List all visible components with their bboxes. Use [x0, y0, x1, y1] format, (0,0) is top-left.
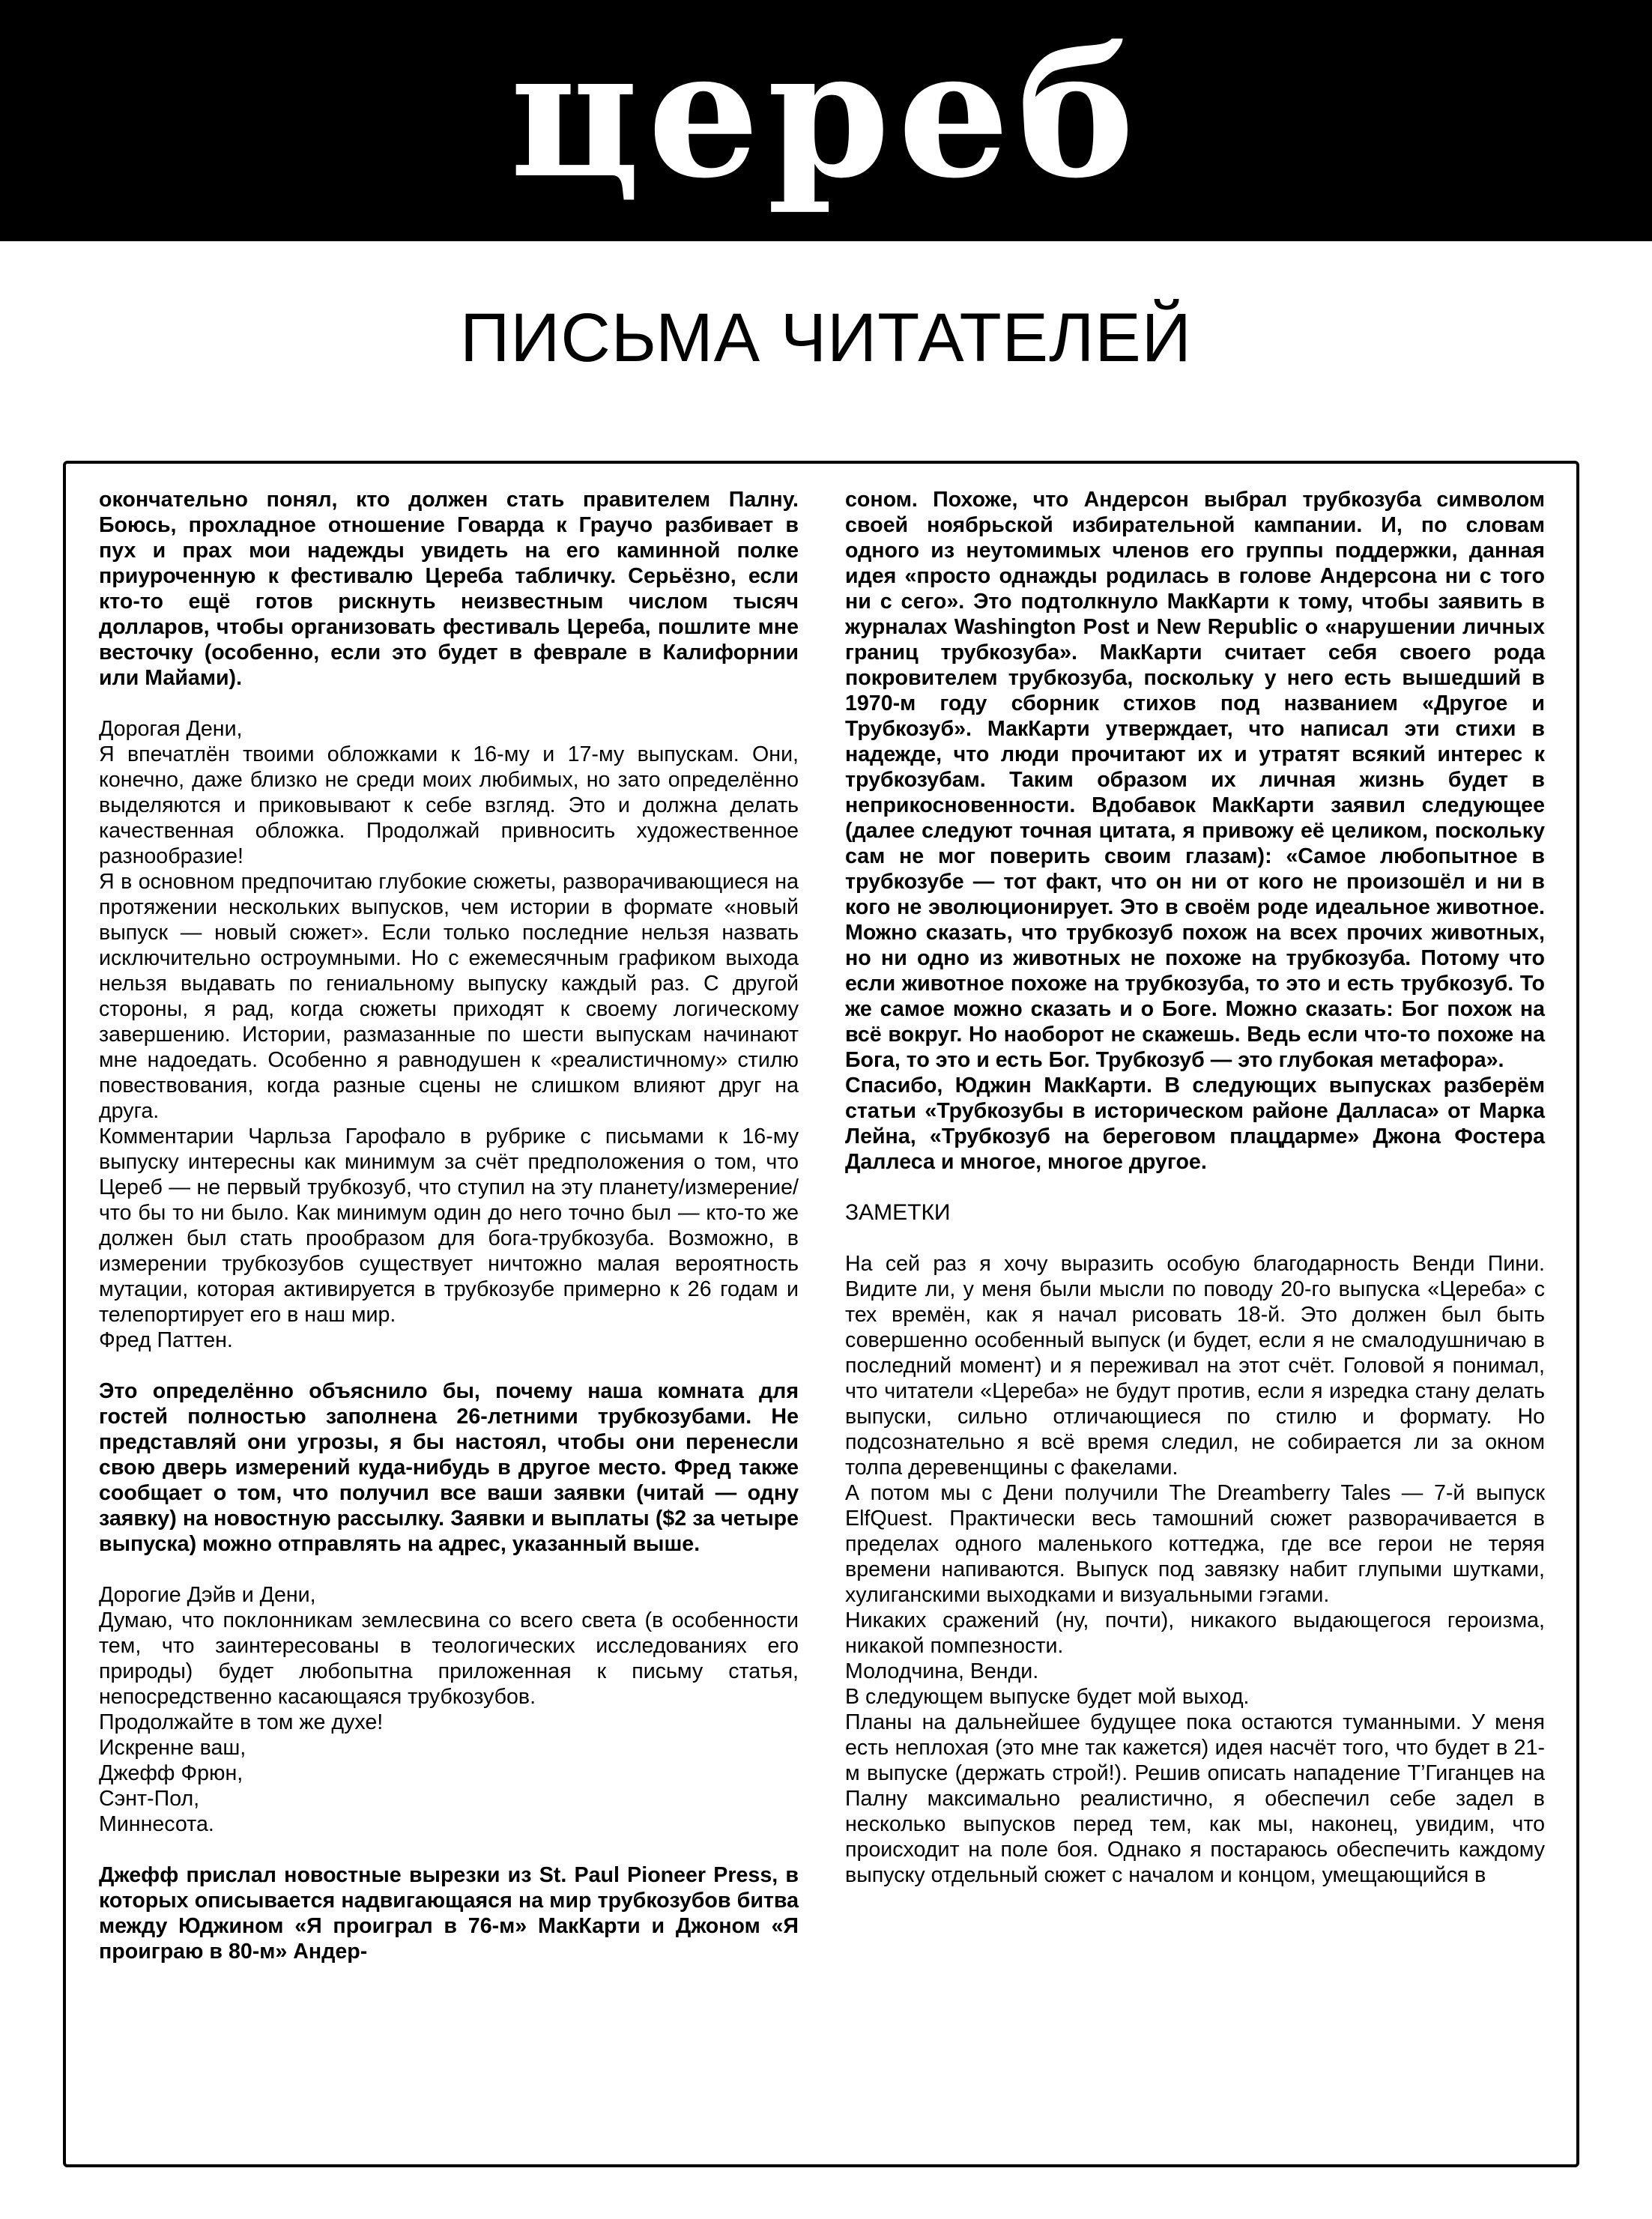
letter-paragraph: Думаю, что поклонникам землесвина со всего света (в особенности тем, что заинтересованы в теологических исследованиях его природы) будет любопытна приложенная к письму статья, непосредственно касающаяся трубкозубов.	[99, 1608, 799, 1709]
notes-paragraph: Молодчина, Венди.	[845, 1659, 1039, 1683]
letter-paragraph: Продолжайте в том же духе!	[99, 1710, 384, 1734]
editor-reply: Джефф прислал новостные вырезки из St. Paul Pioneer Press, в которых описывается надвигающаяся на мир трубкозубов битва между Юджином «Я проиграл в 76-м» МакКарти и Джоном «Я проиграю в 80-м» Андер-	[99, 1863, 799, 1964]
notes-paragraph: В следующем выпуске будет мой выход.	[845, 1685, 1250, 1709]
notes-paragraph: А потом мы с Дени получили The Dreamberry Tales — 7-й выпуск ElfQuest. Практически весь тамошний сюжет разворачивается в пределах одного маленького коттеджа, где все герои не теряя времени напиваются. Выпуск под завязку набит глупыми шутками, хулиганскими выходками и визуальными гэгами.	[845, 1481, 1545, 1607]
editor-reply: окончательно понял, кто должен стать правителем Палну. Боюсь, прохладное отношение Говарда к Граучо разбивает в пух и прах мои надежды увидеть на его каминной полке приуроченную к фестивалю Цереба табличку. Серьёзно, если кто-то ещё готов рискнуть неизвестным числом тысяч долларов, чтобы организовать фестиваль Цереба, пошлите мне весточку (особенно, если это будет в феврале в Калифорнии или Майами).	[99, 488, 799, 690]
editor-reply: Это определённо объяснило бы, почему наша комната для гостей полностью заполнена 26-летними трубкозубами. Не представляй они угрозы, я бы настоял, чтобы они перенесли свою дверь измерений куда-нибудь в другое место. Фред также сообщает о том, что получил все ваши заявки (читай — одну заявку) на новостную рассылку. Заявки и выплаты ($2 за четыре выпуска) можно отправлять на адрес, указанный выше.	[99, 1379, 799, 1556]
letter-paragraph: Комментарии Чарльза Гарофало в рубрике с письмами к 16-му выпуску интересны как минимум за счёт предположения о том, что Цереб — не первый трубкозуб, что ступил на эту планету/измерение/что бы то ни было. Как минимум один до него точно был — кто-то же должен был стать прообразом для бога-трубкозуба. Возможно, в измерении трубкозубов существует ничтожно малая вероятность мутации, которая активируется в трубкозубе примерно к 26 годам и телепортирует его в наш мир.	[99, 1124, 799, 1327]
masthead	[0, 0, 1652, 241]
letter-paragraph: Я в основном предпочитаю глубокие сюжеты, разворачивающиеся на протяжении нескольких выпусков, чем истории в формате «новый выпуск — новый сюжет». Если только последние нельзя назвать исключительно остроумными. Но с ежемесячным графиком выхода нельзя выдавать по гениальному выпуску каждый раз. С другой стороны, я рад, когда сюжеты приходят к своему логическому завершению. Истории, размазанные по шести выпускам начинают мне надоедать. Особенно я равнодушен к «реалистичному» стилю повествования, когда разные сцены не слишком влияют друг на друга.	[99, 870, 799, 1123]
right-column	[845, 487, 1545, 1888]
letter-signature: Искренне ваш,	[99, 1736, 246, 1760]
masthead-title: цереб	[509, 10, 1143, 217]
section-title: ПИСЬМА ЧИТАТЕЛЕЙ	[460, 300, 1192, 376]
letter-signature: Джефф Фрюн,	[99, 1761, 243, 1785]
letter-salutation: Дорогая Дени,	[99, 717, 243, 741]
letter-signature: Фред Паттен.	[99, 1328, 233, 1352]
letter-signature: Миннесота.	[99, 1812, 214, 1836]
letter-salutation: Дорогие Дэйв и Дени,	[99, 1583, 316, 1607]
notes-paragraph: На сей раз я хочу выразить особую благодарность Венди Пини. Видите ли, у меня были мысли по поводу 20-го выпуска «Цереба» с тех времён, как я начал рисовать 18-й. Это должен был быть совершенно особенный выпуск (и будет, если я не смалодушничаю в последний момент) и я переживал на этот счёт. Головой я понимал, что читатели «Цереба» не будут против, если я изредка стану делать выпуски, сильно отличающиеся по стилю и формату. Но подсознательно я всё время следил, не собирается ли за окном толпа деревенщины с факелами.	[845, 1252, 1545, 1480]
notes-paragraph: Планы на дальнейшее будущее пока остаются туманными. У меня есть неплохая (это мне так кажется) идея насчёт того, что будет в 21-м выпуске (держать строй!). Решив описать нападение Т’Гиганцев на Палну максимально реалистично, я обеспечил себе задел в несколько выпусков перед тем, как мы, наконец, увидим, что происходит на поле боя. Однако я постараюсь обеспечить каждому выпуску отдельный сюжет с началом и концом, умещающийся в	[845, 1710, 1545, 1887]
left-column	[99, 487, 799, 1964]
letter-signature: Сэнт-Пол,	[99, 1787, 200, 1811]
letter-paragraph: Я впечатлён твоими обложками к 16-му и 17-му выпускам. Они, конечно, даже близко не среди моих любимых, но зато определённо выделяются и приковывают к себе взгляд. Это и должна делать качественная обложка. Продолжай привносить художественное разнообразие!	[99, 742, 799, 868]
editor-reply: Спасибо, Юджин МакКарти. В следующих выпусках разберём статьи «Трубкозубы в историческом районе Далласа» от Марка Лейна, «Трубкозуб на береговом плацдарме» Джона Фостера Даллеса и многое, многое другое.	[845, 1074, 1545, 1174]
editor-reply: соном. Похоже, что Андерсон выбрал трубкозуба символом своей ноябрьской избирательной кампании. И, по словам одного из неутомимых членов его группы поддержки, данная идея «просто однажды родилась в голове Андерсона ни с того ни с сего». Это подтолкнуло МакКарти к тому, чтобы заявить в журналах Washington Post и New Republic о «нарушении личных границ трубкозуба». МакКарти считает себя своего рода покровителем трубкозуба, поскольку у него есть вышедший в 1970-м году сборник стихов под названием «Другое и Трубкозуб». МакКарти утверждает, что написал эти стихи в надежде, что люди прочитают их и утратят всякий интерес к трубкозубам. Таким образом их личная жизнь будет в неприкосновенности. Вдобавок МакКарти заявил следующее (далее следуют точная цитата, я привожу её целиком, поскольку сам не мог поверить своим глазам): «Самое любопытное в трубкозубе — тот факт, что он ни от кого не произошёл и ни в кого не эволюционирует. Это в своём роде идеальное животное. Можно сказать, что трубкозуб похож на всех прочих животных, но ни одно из животных не похоже на трубкозуба. Потому что если животное похоже на трубкозуба, то это и есть трубкозуб. То же самое можно сказать и о Боге. Можно сказать: Бог похож на всё вокруг. Но наоборот не скажешь. Ведь если что-то похоже на Бога, то это и есть Бог. Трубкозуб — это глубокая метафора».	[845, 488, 1545, 1072]
notes-paragraph: Никаких сражений (ну, почти), никакого выдающегося героизма, никакой помпезности.	[845, 1608, 1545, 1658]
notes-heading: ЗАМЕТКИ	[845, 1200, 951, 1225]
